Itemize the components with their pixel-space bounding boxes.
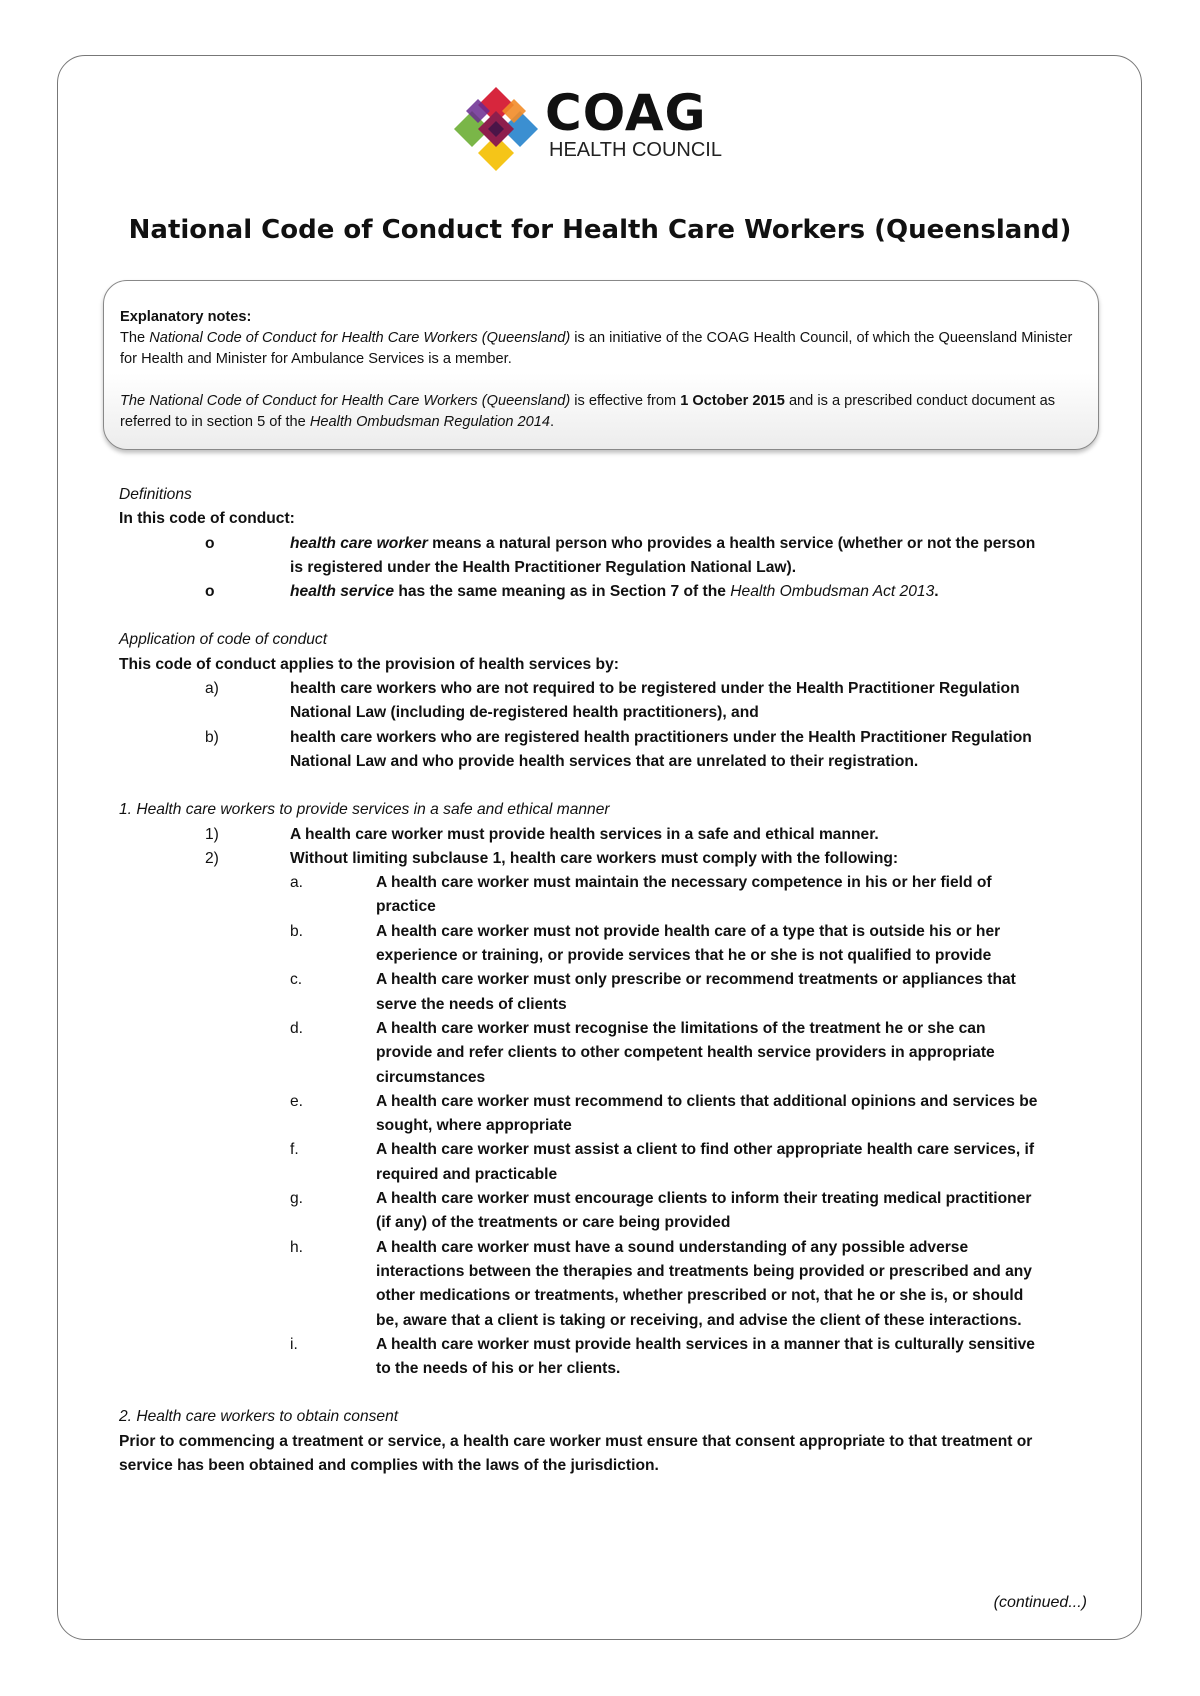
section-1-subitem: c. A health care worker must only prescribe or recommend treatments or appliances that serve the needs of clients <box>290 971 1016 1013</box>
application-item: a) health care workers who are not required to be registered under the Health Practitioner Regulation National Law (including de-registered health practitioners), and <box>205 680 1020 722</box>
notes-paragraph-2: The National Code of Conduct for Health Care Workers (Queensland) is effective from 1 October 2015 and is a prescribed conduct document as referred to in section 5 of the Health Ombudsman Regulation 2014. <box>120 393 1056 430</box>
coag-logo <box>450 85 730 180</box>
code-body <box>119 483 1079 1478</box>
section-1-item: 1) A health care worker must provide health services in a safe and ethical manner. <box>205 825 879 843</box>
section-2-text: Prior to commencing a treatment or service, a health care worker must ensure that consent appropriate to that treatment or service has been obtained and complies with the laws of the jurisdiction. <box>119 1432 1033 1474</box>
definitions-heading: Definitions <box>119 486 192 503</box>
application-intro: This code of conduct applies to the provision of health services by: <box>119 655 619 673</box>
notes-paragraph-1: The National Code of Conduct for Health Care Workers (Queensland) is an initiative of the COAG Health Council, of which the Queensland Minister for Health and Minister for Ambulance Services is a member. <box>120 330 1073 367</box>
logo-subtitle: HEALTH COUNCIL <box>549 139 722 161</box>
section-1-subitem: i. A health care worker must provide health services in a manner that is culturally sensitive to the needs of his or her clients. <box>290 1335 1035 1378</box>
section-1-subitem: e. A health care worker must recommend to clients that additional opinions and services be sought, where appropriate <box>290 1092 1038 1135</box>
definition-item: o health care worker means a natural person who provides a health service (whether or not the person is registered under the Health Practitioner Regulation National Law). <box>205 534 1036 576</box>
section-1-heading: 1. Health care workers to provide services in a safe and ethical manner <box>119 801 610 819</box>
explanatory-notes-box <box>103 280 1099 450</box>
section-1-subitem: f. A health care worker must assist a client to find other appropriate health care services, if required and practicable <box>290 1141 1035 1183</box>
section-2-heading: 2. Health care workers to obtain consent <box>119 1408 399 1426</box>
section-1-subitem: a. A health care worker must maintain the necessary competence in his or her field of practice <box>290 874 992 916</box>
notes-heading: Explanatory notes: <box>120 309 252 325</box>
page-title: National Code of Conduct for Health Care Workers (Queensland) <box>128 215 1072 245</box>
definitions-intro: In this code of conduct: <box>119 510 295 528</box>
section-1-item: 2) Without limiting subclause 1, health care workers must comply with the following: <box>205 849 899 867</box>
section-1-subitem: g. A health care worker must encourage clients to inform their treating medical practitioner (if any) of the treatments or care being provided <box>290 1190 1032 1232</box>
section-1-subitem: b. A health care worker must not provide health care of a type that is outside his or her experience or training, or provide services that he or she is not qualified to provide <box>290 922 1001 965</box>
section-1-subitem: d. A health care worker must recognise the limitations of the treatment he or she can provide and refer clients to other competent health service providers in appropriate circumstances <box>290 1019 995 1086</box>
continued-note: (continued...) <box>993 1594 1087 1611</box>
logo-name: COAG <box>545 84 707 142</box>
application-item: b) health care workers who are registered health practitioners under the Health Practitioner Regulation National Law and who provide health services that are unrelated to their registration. <box>205 728 1032 770</box>
definition-item: o health service has the same meaning as in Section 7 of the Health Ombudsman Act 2013. <box>205 583 939 601</box>
section-1-subitem: h. A health care worker must have a sound understanding of any possible adverse interactions between the therapies and treatments being provided or prescribed and any other medications or treatments, whether prescribed or not, that he or she is, or should be, aware that a client is taking or receiving, and advise the client of these interactions. <box>290 1238 1032 1329</box>
coag-diamond-icon <box>450 85 542 180</box>
application-heading: Application of code of conduct <box>119 631 328 649</box>
